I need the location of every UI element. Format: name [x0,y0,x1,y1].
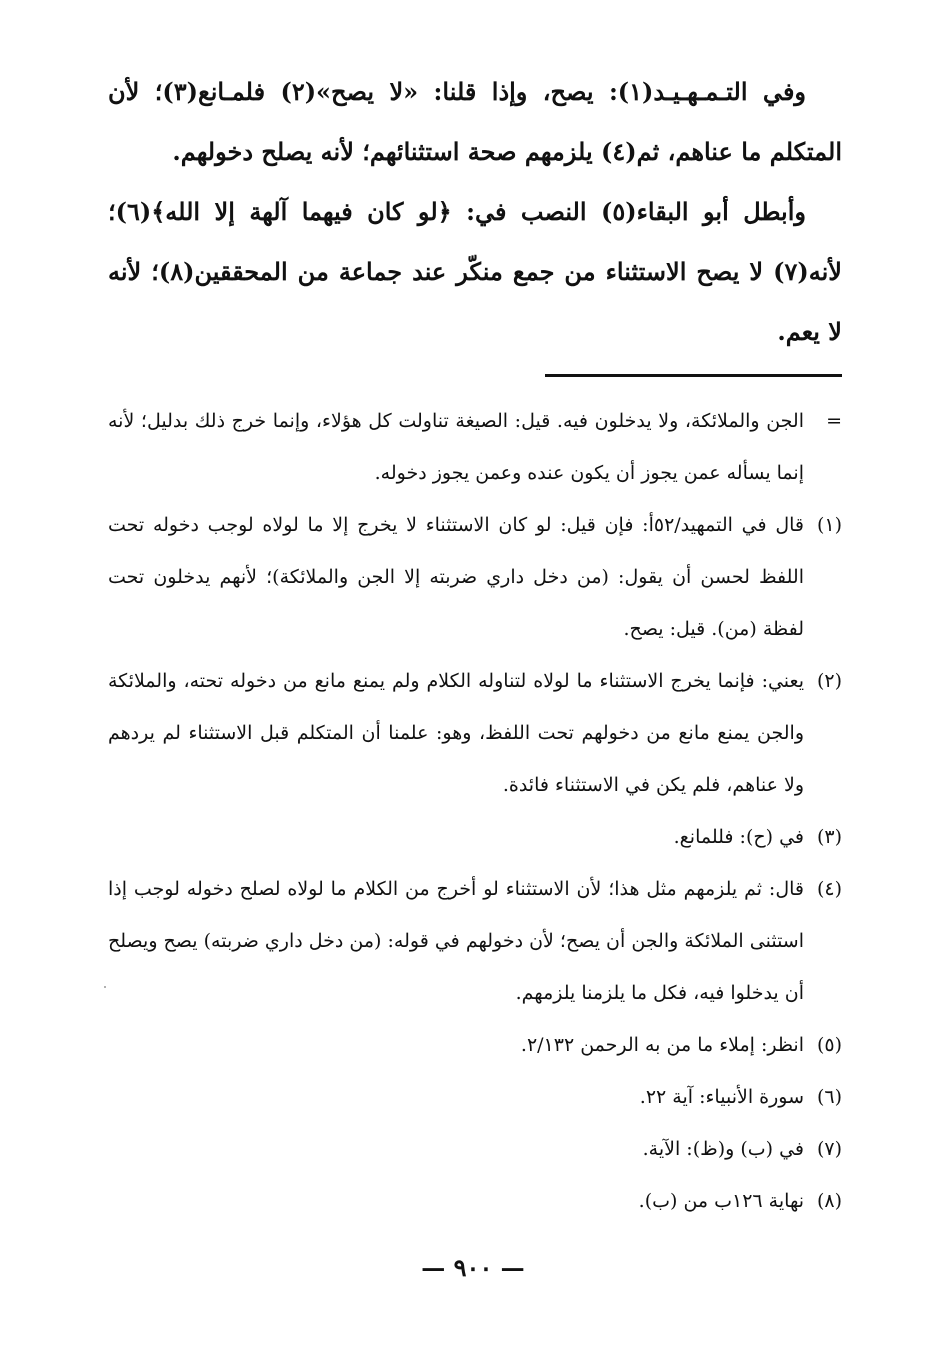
footnote-marker: (٢) [816,670,842,692]
footnote-1 [108,499,842,655]
footnote-text: قال في التمهيد/٥٢أ: فإن قيل: لو كان الاستثناء لا يخرج إلا ما لولاه لوجب دخوله تحت اللفظ لحسن أن يقول: (من دخل داري ضربته إلا الجن والملائكة)؛ لأنهم يدخلون تحت لفظة (من). قيل: يصح. [108,514,804,640]
footnote-8 [108,1175,842,1227]
footnote-continuation [108,395,842,499]
footnote-4 [108,863,842,1019]
main-paragraph-1: وفي التـمـهـيـد(١): يصح، وإذا قلنا: «لا يصح»(٢) فلمـانع(٣)؛ لأن المتكلم ما عناهم، ثم(٤) يلزمهم صحة استثنائهم؛ لأنه يصلح دخولهم. [108,77,842,166]
footnote-7 [108,1123,842,1175]
footnotes-section [108,395,842,1227]
footnote-text: قال: ثم يلزمهم مثل هذا؛ لأن الاستثناء لو أخرج من الكلام ما لولاه لصلح دخوله لوجب إذا استثنى الملائكة والجن أن يصح؛ لأن دخولهم في قوله: (من دخل داري ضربته) يصح ويصلح أن يدخلوا فيه، فكل ما يلزمنا يلزمهم. [108,878,804,1004]
footnote-text: نهاية ١٢٦ب من (ب). [638,1190,804,1212]
footnote-text: سورة الأنبياء: آية ٢٢. [639,1086,804,1108]
footnote-text: انظر: إملاء ما من به الرحمن ٢/١٣٢. [520,1034,804,1056]
footnote-marker: (٨) [816,1190,842,1212]
footnote-5 [108,1019,842,1071]
footnote-marker: = [826,410,842,432]
footnote-marker: (٦) [816,1086,842,1108]
footnote-marker: (٤) [816,878,842,900]
footnote-marker: (٧) [816,1138,842,1160]
footnote-marker: (٥) [816,1034,842,1056]
footnote-text: الجن والملائكة، ولا يدخلون فيه. قيل: الصيغة تناولت كل هؤلاء، وإنما خرج ذلك بدليل؛ لأنه إنما يسأله عمن يجوز أن يكون عنده وعمن يجوز دخوله. [108,410,804,484]
footnote-text: في (ب) و(ظ): الآية. [642,1138,804,1160]
footnote-separator [545,374,842,377]
footnote-text: يعني: فإنما يخرج الاستثناء ما لولاه لتناوله الكلام ولم يمنع مانع من دخوله تحته، والملائكة والجن يمنع مانع من دخولهم تحت اللفظ، وهو: علمنا أن المتكلم قبل الاستثناء لم يردهم ولا عناهم، فلم يكن في الاستثناء فائدة. [108,670,804,796]
page-number: — ٩٠٠ — [421,1253,525,1282]
footnote-3 [108,811,842,863]
main-paragraph-2: وأبطل أبو البقاء(٥) النصب في: ﴿لو كان فيهما آلهة إلا الله﴾(٦)؛ لأنه(٧) لا يصح الاستثناء من جمع منكّر عند جماعة من المحققين(٨)؛ لأنه لا يعم. [108,197,842,346]
footnote-6 [108,1071,842,1123]
footnote-marker: (٣) [816,826,842,848]
footnote-2 [108,655,842,811]
scan-speck [104,986,106,988]
footnote-marker: (١) [816,514,842,536]
main-text-body [108,62,842,362]
footnote-text: في (ح): فللمانع. [673,826,804,848]
